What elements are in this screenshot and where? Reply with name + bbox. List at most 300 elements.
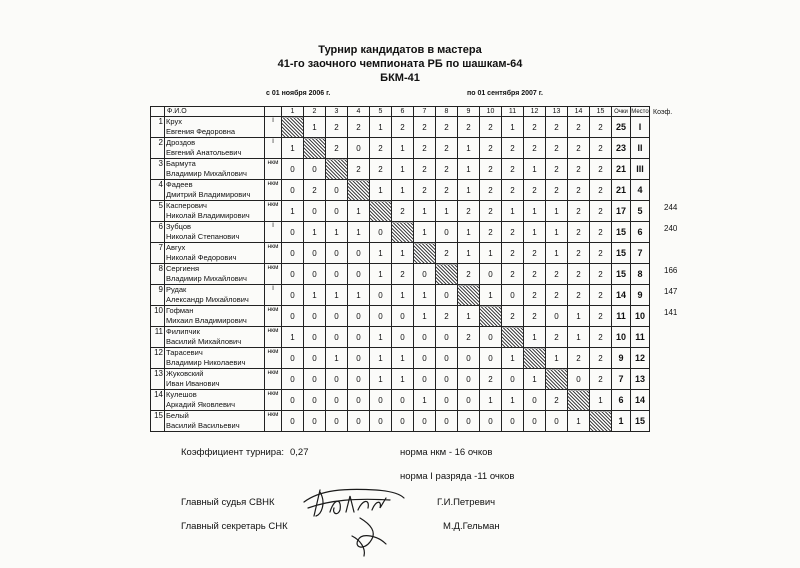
player-number: 6 <box>151 222 165 243</box>
player-surname: Гофман <box>166 306 194 315</box>
result-cell: 0 <box>502 285 524 306</box>
player-place: 5 <box>631 201 650 222</box>
player-surname: Дроздов <box>166 138 196 147</box>
result-cell: 0 <box>436 222 458 243</box>
result-cell: 1 <box>392 285 414 306</box>
result-cell: 2 <box>568 180 590 201</box>
result-cell: 2 <box>568 243 590 264</box>
result-cell: 0 <box>502 369 524 390</box>
player-name <box>165 369 265 390</box>
result-cell: 0 <box>304 159 326 180</box>
player-name <box>165 243 265 264</box>
player-given-names: Николай Владимирович <box>166 211 250 220</box>
result-cell: 0 <box>348 369 370 390</box>
result-cell: 0 <box>304 369 326 390</box>
diagonal-cell <box>436 264 458 285</box>
player-name <box>165 327 265 348</box>
result-cell: 2 <box>326 117 348 138</box>
result-cell: 2 <box>568 222 590 243</box>
result-cell: 0 <box>348 327 370 348</box>
result-cell: 0 <box>326 327 348 348</box>
result-cell: 1 <box>546 201 568 222</box>
player-place: 9 <box>631 285 650 306</box>
player-name <box>165 117 265 138</box>
header-points: Очки <box>612 107 631 117</box>
player-row <box>151 264 650 285</box>
result-cell: 2 <box>304 180 326 201</box>
player-name <box>165 264 265 285</box>
player-surname: Кулешов <box>166 390 197 399</box>
player-name <box>165 411 265 432</box>
header-round: 15 <box>590 107 612 117</box>
result-cell: 0 <box>480 411 502 432</box>
result-cell: 1 <box>282 201 304 222</box>
player-surname: Авгух <box>166 243 186 252</box>
result-cell: 2 <box>480 369 502 390</box>
result-cell: 0 <box>414 411 436 432</box>
diagonal-cell <box>326 159 348 180</box>
player-rank: нкм <box>265 411 282 432</box>
player-given-names: Александр Михайлович <box>166 295 249 304</box>
chief-secretary-title: Главный секретарь СНК <box>181 521 288 532</box>
player-row <box>151 222 650 243</box>
player-surname: Жуковский <box>166 369 204 378</box>
result-cell: 1 <box>414 390 436 411</box>
player-rank: нкм <box>265 348 282 369</box>
player-points: 1 <box>612 411 631 432</box>
result-cell: 0 <box>546 411 568 432</box>
result-cell: 1 <box>480 390 502 411</box>
result-cell: 1 <box>480 243 502 264</box>
player-name <box>165 180 265 201</box>
player-number: 9 <box>151 285 165 306</box>
player-given-names: Николай Степанович <box>166 232 240 241</box>
result-cell: 1 <box>304 117 326 138</box>
header-round: 13 <box>546 107 568 117</box>
result-cell: 2 <box>436 243 458 264</box>
player-number: 13 <box>151 369 165 390</box>
result-cell: 0 <box>326 264 348 285</box>
result-cell: 1 <box>502 390 524 411</box>
result-cell: 0 <box>282 285 304 306</box>
result-cell: 1 <box>414 285 436 306</box>
result-cell: 0 <box>524 411 546 432</box>
player-row <box>151 117 650 138</box>
result-cell: 2 <box>414 138 436 159</box>
result-cell: 1 <box>326 285 348 306</box>
result-cell: 2 <box>546 264 568 285</box>
player-row <box>151 243 650 264</box>
player-points: 7 <box>612 369 631 390</box>
result-cell: 0 <box>370 285 392 306</box>
player-coef: 166 <box>664 266 678 275</box>
result-cell: 2 <box>502 264 524 285</box>
result-cell: 2 <box>590 285 612 306</box>
player-rank: I <box>265 138 282 159</box>
result-cell: 0 <box>480 348 502 369</box>
player-place: I <box>631 117 650 138</box>
header-place: Место <box>631 108 649 115</box>
player-rank: I <box>265 285 282 306</box>
result-cell: 2 <box>436 159 458 180</box>
result-cell: 2 <box>524 264 546 285</box>
result-cell: 1 <box>304 222 326 243</box>
result-cell: 0 <box>480 327 502 348</box>
player-place: 11 <box>631 327 650 348</box>
document-title: Турнир кандидатов в мастера <box>318 44 482 56</box>
result-cell: 0 <box>524 390 546 411</box>
player-row <box>151 306 650 327</box>
player-rank: нкм <box>265 264 282 285</box>
player-number: 3 <box>151 159 165 180</box>
result-cell: 0 <box>546 306 568 327</box>
result-cell: 0 <box>326 243 348 264</box>
result-cell: 2 <box>546 117 568 138</box>
player-given-names: Аркадий Яковлевич <box>166 400 236 409</box>
result-cell: 0 <box>568 369 590 390</box>
player-given-names: Иван Иванович <box>166 379 220 388</box>
result-cell: 1 <box>458 180 480 201</box>
player-rank: I <box>265 222 282 243</box>
result-cell: 0 <box>282 159 304 180</box>
player-points: 10 <box>612 327 631 348</box>
player-name <box>165 306 265 327</box>
result-cell: 0 <box>436 411 458 432</box>
result-cell: 2 <box>546 159 568 180</box>
result-cell: 2 <box>590 327 612 348</box>
player-row <box>151 285 650 306</box>
player-number: 8 <box>151 264 165 285</box>
player-number: 2 <box>151 138 165 159</box>
result-cell: 2 <box>392 264 414 285</box>
player-surname: Белый <box>166 411 189 420</box>
result-cell: 1 <box>370 117 392 138</box>
result-cell: 0 <box>348 138 370 159</box>
player-number: 11 <box>151 327 165 348</box>
player-rank: нкм <box>265 243 282 264</box>
result-cell: 0 <box>436 348 458 369</box>
result-cell: 2 <box>546 138 568 159</box>
result-cell: 1 <box>392 369 414 390</box>
player-row <box>151 327 650 348</box>
player-row <box>151 180 650 201</box>
player-number: 14 <box>151 390 165 411</box>
player-number: 4 <box>151 180 165 201</box>
header-name: Ф.И.О <box>165 107 265 117</box>
player-surname: Фадеев <box>166 180 193 189</box>
result-cell: 1 <box>458 138 480 159</box>
result-cell: 1 <box>546 243 568 264</box>
result-cell: 0 <box>458 411 480 432</box>
header-round: 8 <box>436 107 458 117</box>
diagonal-cell <box>282 117 304 138</box>
header-num <box>151 107 165 117</box>
result-cell: 0 <box>326 201 348 222</box>
result-cell: 1 <box>326 222 348 243</box>
player-given-names: Василий Михайлович <box>166 337 242 346</box>
result-cell: 0 <box>348 348 370 369</box>
result-cell: 2 <box>348 117 370 138</box>
result-cell: 2 <box>524 285 546 306</box>
result-cell: 0 <box>370 411 392 432</box>
result-cell: 1 <box>568 306 590 327</box>
player-points: 17 <box>612 201 631 222</box>
result-cell: 0 <box>436 390 458 411</box>
player-number: 12 <box>151 348 165 369</box>
player-coef: 240 <box>664 224 678 233</box>
header-round: 5 <box>370 107 392 117</box>
player-given-names: Владимир Михайлович <box>166 274 247 283</box>
result-cell: 2 <box>480 180 502 201</box>
result-cell: 1 <box>568 327 590 348</box>
result-cell: 2 <box>502 243 524 264</box>
player-place: 12 <box>631 348 650 369</box>
result-cell: 2 <box>502 306 524 327</box>
player-rank: нкм <box>265 390 282 411</box>
result-cell: 0 <box>326 411 348 432</box>
result-cell: 1 <box>348 201 370 222</box>
result-cell: 2 <box>480 117 502 138</box>
player-given-names: Дмитрий Владимирович <box>166 190 251 199</box>
diagonal-cell <box>524 348 546 369</box>
player-surname: Сергиеня <box>166 264 200 273</box>
result-cell: 2 <box>568 285 590 306</box>
result-cell: 1 <box>282 138 304 159</box>
end-date: по 01 сентября 2007 г. <box>467 90 543 97</box>
player-rank: I <box>265 117 282 138</box>
player-place: 15 <box>631 411 650 432</box>
result-cell: 2 <box>590 264 612 285</box>
result-cell: 2 <box>458 264 480 285</box>
result-cell: 0 <box>502 411 524 432</box>
player-name <box>165 159 265 180</box>
player-rank: нкм <box>265 159 282 180</box>
player-place: 8 <box>631 264 650 285</box>
diagonal-cell <box>414 243 436 264</box>
result-cell: 1 <box>524 159 546 180</box>
result-cell: 1 <box>414 306 436 327</box>
header-round: 10 <box>480 107 502 117</box>
diagonal-cell <box>502 327 524 348</box>
result-cell: 1 <box>348 222 370 243</box>
result-cell: 1 <box>392 180 414 201</box>
player-row <box>151 348 650 369</box>
result-cell: 1 <box>326 348 348 369</box>
player-coef: 147 <box>664 287 678 296</box>
result-cell: 2 <box>590 348 612 369</box>
result-cell: 0 <box>282 306 304 327</box>
result-cell: 0 <box>348 390 370 411</box>
player-surname: Зубцов <box>166 222 192 231</box>
result-cell: 0 <box>282 264 304 285</box>
player-surname: Тарасевич <box>166 348 203 357</box>
result-cell: 1 <box>392 243 414 264</box>
result-cell: 0 <box>436 327 458 348</box>
diagonal-cell <box>546 369 568 390</box>
player-number: 7 <box>151 243 165 264</box>
result-cell: 0 <box>304 411 326 432</box>
result-cell: 2 <box>524 243 546 264</box>
player-place: II <box>631 138 650 159</box>
result-cell: 0 <box>370 306 392 327</box>
result-cell: 0 <box>304 201 326 222</box>
result-cell: 2 <box>414 180 436 201</box>
result-cell: 2 <box>436 117 458 138</box>
player-row <box>151 390 650 411</box>
player-coef: 244 <box>664 203 678 212</box>
header-round: 6 <box>392 107 414 117</box>
result-cell: 2 <box>502 180 524 201</box>
result-cell: 2 <box>480 159 502 180</box>
result-cell: 0 <box>458 390 480 411</box>
player-points: 11 <box>612 306 631 327</box>
result-cell: 0 <box>326 180 348 201</box>
header-round: 3 <box>326 107 348 117</box>
result-cell: 0 <box>304 306 326 327</box>
result-cell: 1 <box>546 222 568 243</box>
norm-first-category: норма I разряда -11 очков <box>400 471 515 482</box>
result-cell: 2 <box>436 306 458 327</box>
result-cell: 2 <box>568 348 590 369</box>
result-cell: 0 <box>282 390 304 411</box>
result-cell: 2 <box>590 117 612 138</box>
header-rank <box>265 107 282 117</box>
result-cell: 0 <box>304 243 326 264</box>
result-cell: 0 <box>392 306 414 327</box>
player-rank: нкм <box>265 201 282 222</box>
result-cell: 2 <box>392 201 414 222</box>
result-cell: 0 <box>414 348 436 369</box>
result-cell: 1 <box>370 264 392 285</box>
result-cell: 0 <box>282 243 304 264</box>
result-cell: 0 <box>392 411 414 432</box>
result-cell: 1 <box>458 306 480 327</box>
diagonal-cell <box>480 306 502 327</box>
result-cell: 0 <box>326 369 348 390</box>
result-cell: 2 <box>546 327 568 348</box>
result-cell: 2 <box>480 201 502 222</box>
player-name <box>165 348 265 369</box>
result-cell: 1 <box>502 201 524 222</box>
player-name <box>165 201 265 222</box>
result-cell: 2 <box>546 285 568 306</box>
chief-judge-name: Г.И.Петревич <box>437 497 496 508</box>
result-cell: 1 <box>414 201 436 222</box>
result-cell: 2 <box>458 327 480 348</box>
player-points: 14 <box>612 285 631 306</box>
diagonal-cell <box>458 285 480 306</box>
result-cell: 0 <box>392 327 414 348</box>
result-cell: 1 <box>436 201 458 222</box>
player-row <box>151 411 650 432</box>
result-cell: 2 <box>458 201 480 222</box>
tournament-code: БКМ-41 <box>380 72 420 84</box>
result-cell: 2 <box>348 159 370 180</box>
player-points: 21 <box>612 180 631 201</box>
result-cell: 0 <box>414 327 436 348</box>
player-number: 15 <box>151 411 165 432</box>
result-cell: 2 <box>370 138 392 159</box>
result-cell: 0 <box>326 306 348 327</box>
player-points: 21 <box>612 159 631 180</box>
header-round: 14 <box>568 107 590 117</box>
result-cell: 2 <box>568 264 590 285</box>
player-points: 15 <box>612 222 631 243</box>
result-cell: 2 <box>590 369 612 390</box>
diagonal-cell <box>392 222 414 243</box>
result-cell: 1 <box>502 348 524 369</box>
norm-nkm: норма нкм - 16 очков <box>400 447 493 458</box>
result-cell: 2 <box>568 159 590 180</box>
result-cell: 2 <box>414 159 436 180</box>
player-rank: нкм <box>265 327 282 348</box>
result-cell: 1 <box>304 285 326 306</box>
player-surname: Рудак <box>166 285 187 294</box>
result-cell: 1 <box>480 285 502 306</box>
result-cell: 2 <box>590 222 612 243</box>
result-cell: 2 <box>414 117 436 138</box>
player-given-names: Владимир Михайлович <box>166 169 247 178</box>
result-cell: 2 <box>502 138 524 159</box>
result-cell: 1 <box>392 138 414 159</box>
result-cell: 1 <box>524 327 546 348</box>
result-cell: 0 <box>282 348 304 369</box>
result-cell: 2 <box>458 117 480 138</box>
diagonal-cell <box>304 138 326 159</box>
player-points: 23 <box>612 138 631 159</box>
result-cell: 2 <box>590 180 612 201</box>
result-cell: 2 <box>546 180 568 201</box>
result-cell: 1 <box>370 327 392 348</box>
result-cell: 1 <box>392 348 414 369</box>
result-cell: 2 <box>568 117 590 138</box>
player-number: 5 <box>151 201 165 222</box>
header-row <box>151 107 650 117</box>
header-round: 9 <box>458 107 480 117</box>
player-points: 25 <box>612 117 631 138</box>
header-round: 7 <box>414 107 436 117</box>
result-cell: 2 <box>524 117 546 138</box>
player-surname: Бармута <box>166 159 196 168</box>
player-row <box>151 201 650 222</box>
player-surname: Крух <box>166 117 182 126</box>
player-given-names: Михаил Владимирович <box>166 316 247 325</box>
result-cell: 0 <box>370 222 392 243</box>
result-cell: 1 <box>370 369 392 390</box>
player-given-names: Евгений Анатольевич <box>166 148 242 157</box>
result-cell: 2 <box>480 222 502 243</box>
start-date: с 01 ноября 2006 г. <box>266 90 331 97</box>
tournament-coef-value: 0,27 <box>290 447 309 458</box>
player-rank: нкм <box>265 369 282 390</box>
result-cell: 1 <box>370 180 392 201</box>
player-surname: Филипчик <box>166 327 200 336</box>
player-place: 10 <box>631 306 650 327</box>
result-cell: 1 <box>414 222 436 243</box>
player-rank: нкм <box>265 180 282 201</box>
header-round: 2 <box>304 107 326 117</box>
result-cell: 0 <box>348 264 370 285</box>
result-cell: 0 <box>436 285 458 306</box>
player-number: 10 <box>151 306 165 327</box>
result-cell: 0 <box>326 390 348 411</box>
result-cell: 0 <box>348 243 370 264</box>
result-cell: 2 <box>436 180 458 201</box>
result-cell: 2 <box>524 138 546 159</box>
result-cell: 1 <box>502 117 524 138</box>
result-cell: 2 <box>480 138 502 159</box>
player-surname: Касперович <box>166 201 207 210</box>
